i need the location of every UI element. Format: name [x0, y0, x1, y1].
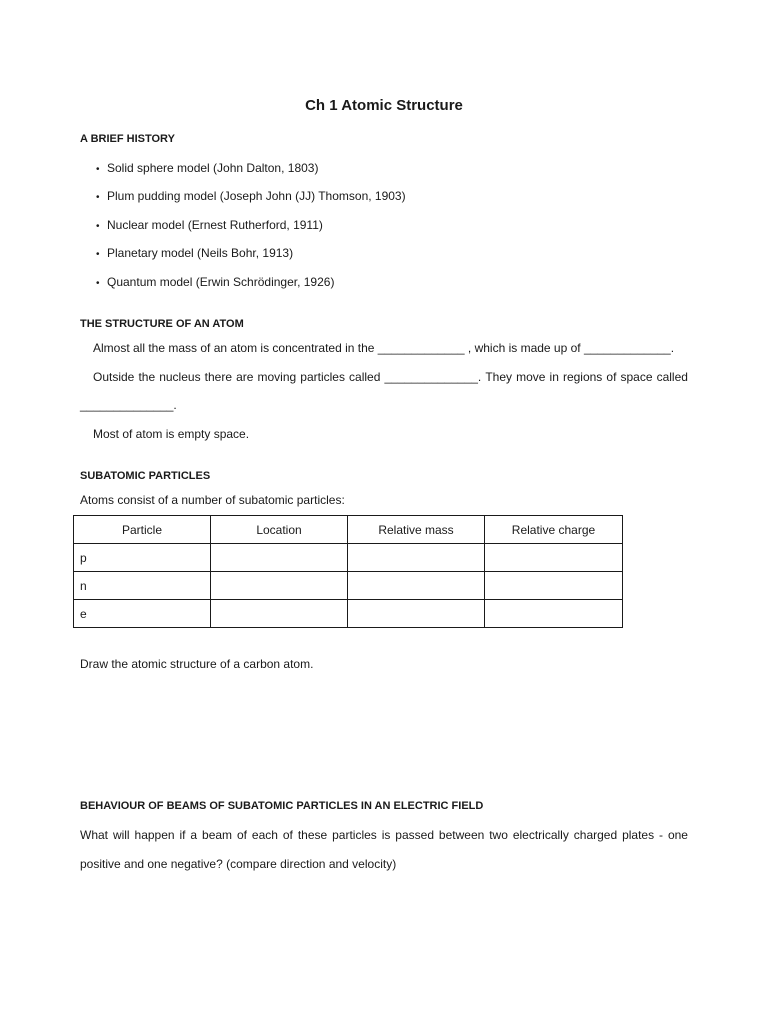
subatomic-heading: SUBATOMIC PARTICLES [80, 470, 211, 482]
word: in [549, 370, 559, 384]
table-cell [485, 544, 623, 572]
column-header: Location [211, 516, 348, 544]
table-cell [211, 572, 348, 600]
word: What [80, 828, 109, 842]
word: moving [257, 370, 297, 384]
word: move [516, 370, 546, 384]
table-cell [485, 600, 623, 628]
table-row [74, 544, 623, 572]
table-cell [211, 544, 348, 572]
table-cell [348, 572, 485, 600]
word: two [489, 828, 508, 842]
history-item [96, 161, 318, 175]
word: between [438, 828, 485, 842]
structure-heading: THE STRUCTURE OF AN ATOM [80, 318, 244, 330]
word: is [381, 828, 391, 842]
word: Outside [93, 370, 135, 384]
behaviour-heading: BEHAVIOUR OF BEAMS OF SUBATOMIC PARTICLES IN AN ELECTRIC FIELD [80, 800, 484, 812]
table-cell [485, 572, 623, 600]
bullet-icon: • [96, 278, 100, 289]
word: plates [622, 828, 655, 842]
table-cell: n [74, 572, 211, 600]
bullet-icon: • [96, 164, 100, 175]
word: each [251, 828, 278, 842]
bullet-icon: • [96, 249, 100, 260]
structure-line-orbitals-blank: ______________. [80, 398, 177, 412]
word: beam [202, 828, 233, 842]
word: regions [562, 370, 603, 384]
word: particles [332, 828, 377, 842]
word: are [236, 370, 254, 384]
word: particles [300, 370, 345, 384]
particles-table [73, 515, 623, 628]
word: - [659, 828, 664, 842]
column-header: Relative charge [485, 516, 623, 544]
table-header-row [74, 516, 623, 544]
word: called [656, 370, 688, 384]
table-cell [348, 544, 485, 572]
history-heading: A BRIEF HISTORY [80, 133, 175, 145]
table-cell: e [74, 600, 211, 628]
structure-line-nucleus: Almost all the mass of an atom is concentrated in the _____________ , which is made up of _____________. [93, 341, 675, 355]
history-item-text: Plum pudding model (Joseph John (JJ) Thomson, 1903) [107, 189, 406, 203]
table-cell: p [74, 544, 211, 572]
word: passed [395, 828, 434, 842]
structure-line-electrons [93, 370, 688, 384]
structure-line-empty-space: Most of atom is empty space. [93, 427, 250, 441]
column-header: Particle [74, 516, 211, 544]
word: the [138, 370, 156, 384]
table-row [74, 600, 623, 628]
word: there [204, 370, 233, 384]
history-item [96, 246, 293, 260]
word: space [620, 370, 653, 384]
word: charged [573, 828, 618, 842]
history-item-text: Quantum model (Erwin Schrödinger, 1926) [107, 275, 335, 289]
word: one [667, 828, 688, 842]
table-cell [211, 600, 348, 628]
history-item [96, 275, 334, 289]
history-item-text: Nuclear model (Ernest Rutherford, 1911) [107, 218, 323, 232]
word: a [190, 828, 198, 842]
history-item-text: Solid sphere model (John Dalton, 1803) [107, 161, 319, 175]
word: ______________. [384, 370, 482, 384]
bullet-icon: • [96, 192, 100, 203]
history-item-text: Planetary model (Neils Bohr, 1913) [107, 246, 294, 260]
word: of [236, 828, 247, 842]
word: if [179, 828, 186, 842]
table-row [74, 572, 623, 600]
page-title: Ch 1 Atomic Structure [305, 97, 463, 114]
behaviour-question-line-2: positive and one negative? (compare direction and velocity) [80, 857, 397, 871]
word: electrically [512, 828, 569, 842]
word: nucleus [159, 370, 201, 384]
draw-prompt: Draw the atomic structure of a carbon atom. [80, 657, 314, 671]
word: happen [134, 828, 175, 842]
word: these [297, 828, 328, 842]
subatomic-intro: Atoms consist of a number of subatomic particles: [80, 493, 345, 507]
history-item [96, 189, 406, 203]
word: called [349, 370, 381, 384]
behaviour-question-line [80, 828, 688, 842]
column-header: Relative mass [348, 516, 485, 544]
word: of [282, 828, 293, 842]
word: of [606, 370, 617, 384]
history-item [96, 218, 323, 232]
table-cell [348, 600, 485, 628]
word: They [485, 370, 513, 384]
bullet-icon: • [96, 221, 100, 232]
word: will [112, 828, 130, 842]
